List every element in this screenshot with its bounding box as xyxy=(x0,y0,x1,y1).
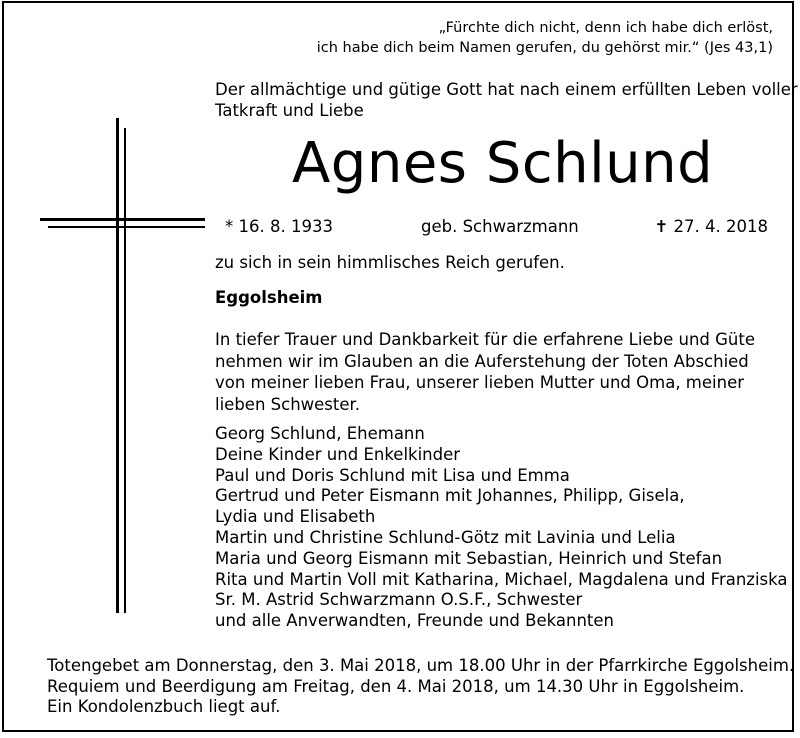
mourning-line-2: nehmen wir im Glauben an die Auferstehung der Toten Abschied xyxy=(215,351,749,371)
list-item: Sr. M. Astrid Schwarzmann O.S.F., Schwester xyxy=(215,590,583,610)
deceased-name: Agnes Schlund xyxy=(292,131,714,196)
list-item: Lydia und Elisabeth xyxy=(215,507,376,527)
list-item: und alle Anverwandten, Freunde und Bekannten xyxy=(215,611,614,631)
service-line-2: Requiem und Beerdigung am Freitag, den 4. Mai 2018, um 14.30 Uhr in Eggolsheim. xyxy=(47,676,745,696)
intro-text xyxy=(215,79,798,121)
intro-line-1: Der allmächtige und gütige Gott hat nach einem erfüllten Leben voller xyxy=(215,80,798,99)
verse-line-1: „Fürchte dich nicht, denn ich habe dich erlöst, xyxy=(438,20,773,36)
service-info xyxy=(47,656,795,718)
service-line-1: Totengebet am Donnerstag, den 3. Mai 2018, um 18.00 Uhr in der Pfarrkirche Eggolsheim. xyxy=(47,656,795,675)
life-dates xyxy=(215,216,768,238)
mourning-line-3: von meiner lieben Frau, unserer lieben Mutter und Oma, meiner xyxy=(215,373,745,392)
list-item: Maria und Georg Eismann mit Sebastian, Heinrich und Stefan xyxy=(215,548,723,568)
called-home-text: zu sich in sein himmlisches Reich gerufen. xyxy=(215,253,565,272)
intro-line-2: Tatkraft und Liebe xyxy=(215,101,364,120)
death-date xyxy=(654,216,768,238)
birth-date: * 16. 8. 1933 xyxy=(225,217,333,236)
list-item: Gertrud und Peter Eismann mit Johannes, Philipp, Gisela, xyxy=(215,486,685,506)
mourning-text xyxy=(215,329,775,415)
death-cross-icon: ✝ xyxy=(654,217,669,236)
verse-line-2: ich habe dich beim Namen gerufen, du gehörst mir.“ (Jes 43,1) xyxy=(316,40,773,56)
list-item: Paul und Doris Schlund mit Lisa und Emma xyxy=(215,465,570,485)
list-item: Martin und Christine Schlund-Götz mit Lavinia und Lelia xyxy=(215,527,676,547)
list-item: Deine Kinder und Enkelkinder xyxy=(215,444,461,464)
maiden-name: geb. Schwarzmann xyxy=(421,217,579,236)
mourning-line-1: In tiefer Trauer und Dankbarkeit für die erfahrene Liebe und Güte xyxy=(215,330,755,349)
place-name: Eggolsheim xyxy=(215,288,323,307)
service-line-3: Ein Kondolenzbuch liegt auf. xyxy=(47,697,281,716)
list-item: Rita und Martin Voll mit Katharina, Michael, Magdalena und Franziska xyxy=(215,569,788,589)
death-date-value: 27. 4. 2018 xyxy=(673,217,768,236)
mourning-line-4: lieben Schwester. xyxy=(215,394,361,414)
list-item: Georg Schlund, Ehemann xyxy=(215,424,425,443)
bible-verse xyxy=(233,18,773,58)
mourners-list xyxy=(215,424,788,632)
cross-icon xyxy=(40,118,205,613)
